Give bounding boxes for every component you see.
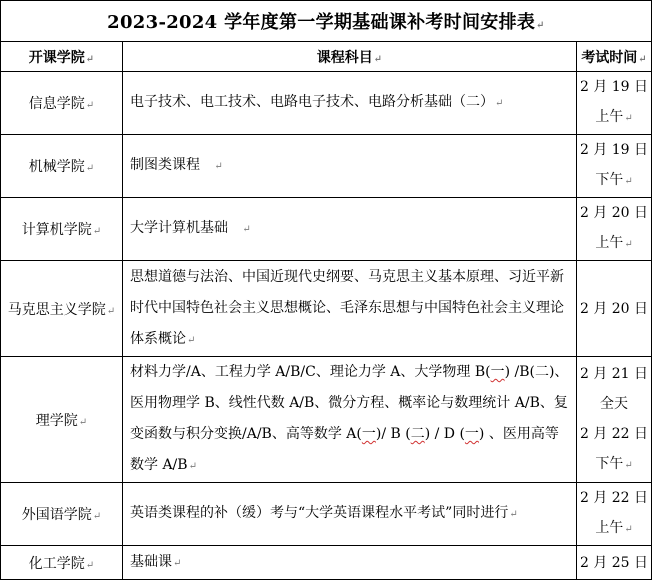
paragraph-mark: ↵ [638,53,647,65]
table-row [1,198,652,261]
subjects-cell [123,546,577,580]
college-cell [1,135,123,198]
table-row [1,261,652,357]
paragraph-mark: ↵ [85,100,95,111]
paragraph-mark: ↵ [373,53,383,65]
table-row [1,357,652,483]
spellcheck-underlined-text: 一 [490,364,505,380]
college-cell [1,261,123,357]
spellcheck-underlined-text: 二 [410,426,425,442]
exam-date: 2 月 22 日 [579,490,649,506]
subjects-text: 材料力学/A、工程力学 A/B/C、理论力学 A、大学物理 B( [130,364,491,380]
paragraph-mark: ↵ [624,524,633,535]
table-row [1,135,652,198]
paragraph-mark: ↵ [509,509,518,520]
spellcheck-underlined-text: 一 [361,426,376,442]
college-name: 化工学院 [28,555,85,572]
exam-date: 2 月 19 日 [579,79,649,95]
subjects-cell [123,357,577,483]
college-cell [1,72,123,135]
college-name: 马克思主义学院 [7,301,106,318]
paragraph-mark: ↵ [242,224,251,235]
paragraph-mark: ↵ [624,113,633,124]
subjects-text: 制图类课程 [130,157,200,173]
subjects-text: ) / D ( [424,426,465,442]
college-name: 机械学院 [28,159,85,175]
table-row [1,483,652,546]
subjects-text: ) /B(二)、医用物理学 B、线性代数 A/B、微分方程、概率论与数理统计 A/B、复变函数与积分变换/A/B、高等数学 A( [130,364,569,442]
header-time [577,42,652,72]
exam-date: 2 月 25 日 [579,554,649,571]
subjects-text: 英语类课程的补（缓）考与“大学英语课程水平考试”同时进行 [130,505,509,521]
exam-period: 全天 [600,395,628,412]
paragraph-mark: ↵ [85,163,95,174]
paragraph-mark: ↵ [624,239,633,250]
paragraph-mark: ↵ [536,20,545,31]
exam-date: 2 月 22 日 [579,425,649,442]
exam-period: 上午 [595,520,624,536]
subjects-cell [123,135,577,198]
college-cell [1,198,123,261]
college-name: 外国语学院 [21,507,92,523]
paragraph-mark: ↵ [78,416,88,428]
college-name: 理学院 [35,412,78,429]
paragraph-mark: ↵ [188,461,197,472]
spellcheck-underlined-text: 一 [464,426,479,442]
time-cell [577,72,652,135]
table-title: 2023-2024 学年度第一学期基础课补考时间安排表 [107,12,536,33]
header-subjects [123,42,577,72]
time-cell [577,357,652,483]
subjects-text: 大学计算机基础 [130,220,228,236]
exam-date: 2 月 20 日 [579,300,649,317]
title-row [1,1,652,42]
college-name: 信息学院 [28,96,85,112]
college-name: 计算机学院 [21,222,92,238]
table-row [1,72,652,135]
time-cell [577,483,652,546]
subjects-text: 电子技术、电工技术、电路电子技术、电路分析基础（二） [130,94,494,110]
exam-period-line [577,228,651,260]
paragraph-mark: ↵ [624,459,633,471]
paragraph-mark: ↵ [173,557,182,569]
subjects-cell [123,483,577,546]
subjects-cell [123,72,577,135]
table-title-cell [1,1,652,42]
paragraph-mark: ↵ [187,334,196,346]
subjects-cell [123,198,577,261]
paragraph-mark: ↵ [85,559,95,571]
time-cell [577,198,652,261]
paragraph-mark: ↵ [495,98,504,109]
exam-period-line [577,102,651,134]
paragraph-mark: ↵ [85,53,95,65]
header-time-label: 考试时间 [581,49,638,66]
subjects-text: 基础课 [130,553,172,570]
time-cell [577,546,652,580]
subjects-cell [123,261,577,357]
exam-period-line [577,165,651,197]
subjects-text: 思想道德与法治、中国近现代史纲要、马克思主义基本原理、习近平新时代中国特色社会主义思想概论、毛泽东思想与中国特色社会主义理论体系概论 [130,268,564,347]
paragraph-mark: ↵ [106,305,116,317]
college-cell [1,357,123,483]
exam-period: 下午 [595,455,624,472]
paragraph-mark: ↵ [214,161,223,172]
exam-date: 2 月 19 日 [579,142,649,158]
header-college [1,42,123,72]
time-cell [577,261,652,357]
subjects-text: )/ B ( [375,426,411,442]
paragraph-mark: ↵ [92,511,102,522]
exam-period: 下午 [595,172,624,188]
header-subjects-label: 课程科目 [316,49,373,66]
time-cell [577,135,652,198]
exam-period: 上午 [595,109,624,125]
exam-date: 2 月 20 日 [579,205,649,221]
paragraph-mark: ↵ [92,226,102,237]
subjects-text: ) 、医用高等数学 A/B [130,426,559,473]
college-cell [1,546,123,580]
header-row [1,42,652,72]
college-cell [1,483,123,546]
exam-date: 2 月 21 日 [579,365,649,382]
exam-period-line [577,513,651,545]
header-college-label: 开课学院 [28,49,85,66]
table-row [1,546,652,580]
exam-period: 上午 [595,235,624,251]
paragraph-mark: ↵ [624,176,633,187]
exam-period-line [577,449,651,481]
